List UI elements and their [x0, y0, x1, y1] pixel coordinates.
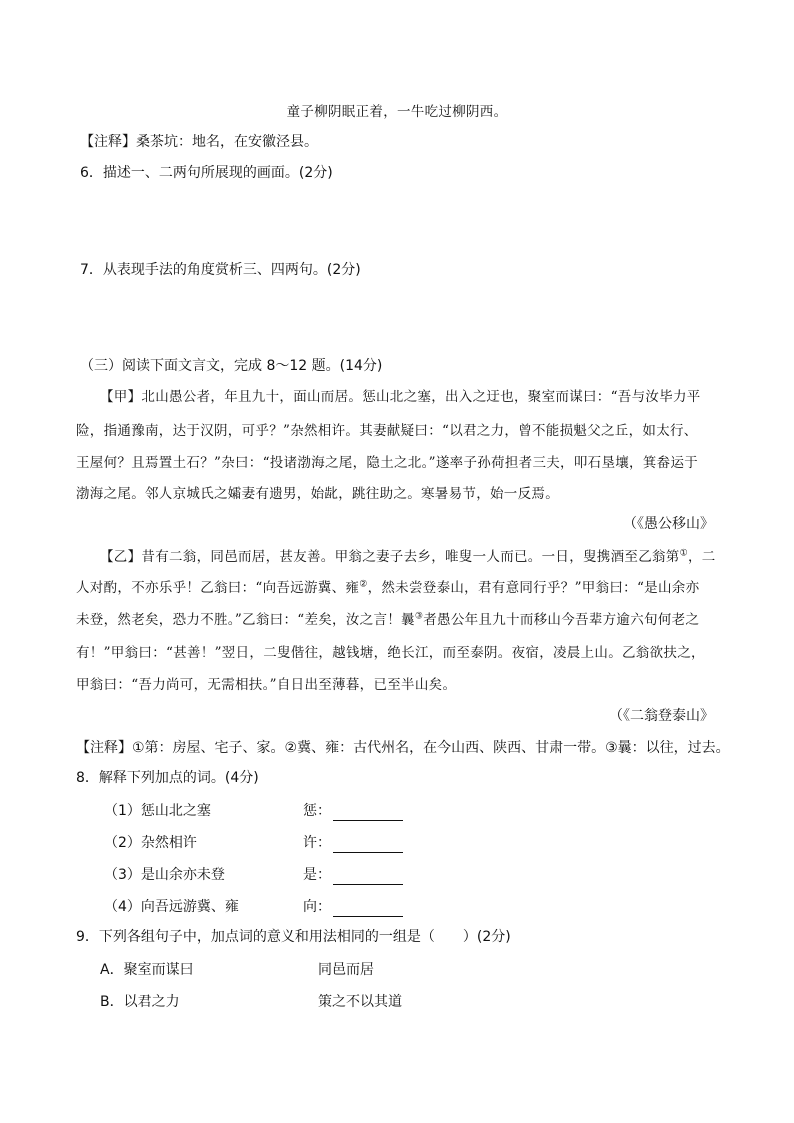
- q8-item-phrase: （4）向吾远游冀、雍: [104, 899, 239, 915]
- passage-yi-line: 【乙】昔有二翁，同邑而居，甚友善。甲翁之妻子去乡，唯叟一人而已。一日，叟携酒至乙翁第①，二: [100, 548, 716, 565]
- question-7: 7．从表现手法的角度赏析三、四两句。(2分): [80, 262, 361, 278]
- question-8-title: 8．解释下列加点的词。(4分): [76, 770, 259, 786]
- section-3-heading: （三）阅读下面文言文，完成 8～12 题。(14分): [80, 358, 383, 374]
- answer-blank[interactable]: [333, 902, 403, 917]
- passage-jia-line: 险，指通豫南，达于汉阴，可乎？”杂然相许。其妻献疑曰：“以君之力，曾不能损魁父之丘，如太行、: [76, 423, 698, 439]
- q8-item-phrase: （1）惩山北之塞: [104, 803, 211, 819]
- poem-note: 【注释】桑茶坑：地名，在安徽泾县。: [80, 134, 318, 150]
- passage-notes: 【注释】①第：房屋、宅子、家。②冀、雍：古代州名，在今山西、陕西、甘肃一带。③曩：以往，过去。: [76, 740, 730, 756]
- q8-item-answer: 许：: [303, 833, 403, 853]
- q8-item-answer: 惩：: [303, 801, 403, 821]
- q8-item-answer: 向：: [303, 897, 403, 917]
- answer-blank[interactable]: [333, 870, 403, 885]
- q8-item-phrase: （2）杂然相许: [104, 835, 197, 851]
- answer-blank[interactable]: [333, 838, 403, 853]
- passage-jia-line: 渤海之尾。邻人京城氏之孀妻有遗男，始龀，跳往助之。寒暑易节，始一反焉。: [76, 486, 559, 502]
- passage-jia-line: 王屋何？且焉置土石？”杂曰：“投诸渤海之尾，隐土之北。”遂率子孙荷担者三夫，叩石垦壤，箕畚运于: [76, 455, 699, 471]
- passage-yi-line: 甲翁曰：“吾力尚可，无需相扶。”自日出至薄暮，已至半山矣。: [76, 677, 457, 693]
- passage-yi-line: 有！”甲翁曰：“甚善！”翌日，二叟偕往，越钱塘，绝长江，而至泰阴。夜宿，凌晨上山。乙翁欲扶之，: [76, 645, 705, 661]
- passage-yi-source: （《二翁登泰山》: [609, 708, 714, 724]
- q9-option-right: 策之不以其道: [318, 994, 402, 1010]
- answer-blank[interactable]: [333, 806, 403, 821]
- q9-option-left: B．以君之力: [100, 994, 180, 1010]
- passage-yi-line: 未登，然老矣，恐力不胜。”乙翁曰：“差矣，汝之言！曩③者愚公年且九十而移山今吾辈方逾六旬何老之: [76, 611, 700, 628]
- passage-jia-line: 【甲】北山愚公者，年且九十，面山而居。惩山北之塞，出入之迂也，聚室而谋曰：“吾与汝毕力平: [100, 389, 701, 405]
- q8-item-answer: 是：: [303, 865, 403, 885]
- passage-jia-source: （《愚公移山》: [623, 516, 714, 532]
- q8-item-phrase: （3）是山余亦未登: [104, 867, 225, 883]
- q9-option-right: 同邑而居: [318, 962, 374, 978]
- poem-last-line: 童子柳阴眠正着，一牛吃过柳阴西。: [286, 104, 508, 120]
- passage-yi-line: 人对酌，不亦乐乎！乙翁曰：“向吾远游冀、雍②，然未尝登泰山，君有意同行乎？”甲翁曰：“是山余亦: [76, 579, 700, 596]
- question-9-title: 9．下列各组句子中，加点词的意义和用法相同的一组是（ ）(2分): [76, 929, 511, 945]
- q9-option-left: A．聚室而谋曰: [100, 962, 194, 978]
- question-6: 6．描述一、二两句所展现的画面。(2分): [80, 165, 333, 181]
